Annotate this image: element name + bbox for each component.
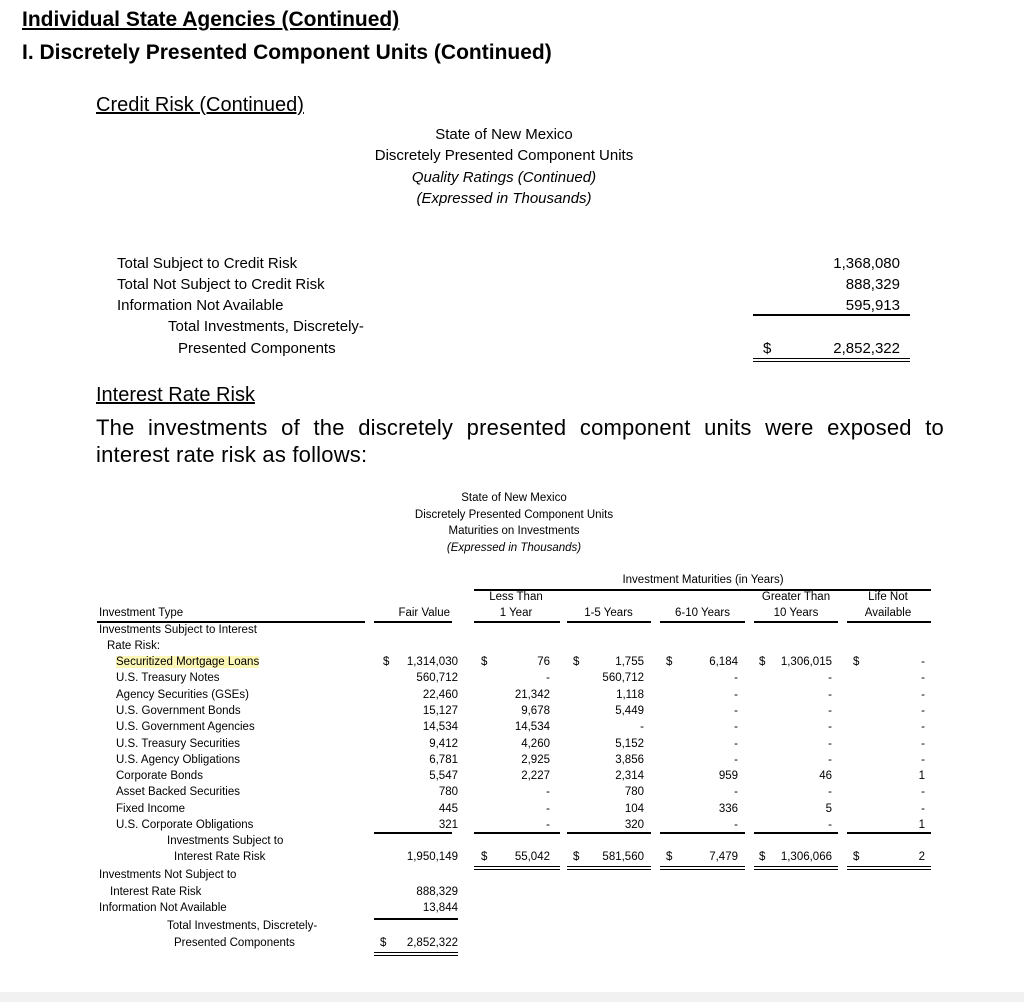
- table-cell-na: -: [921, 656, 925, 668]
- subtotal-double-rule: [474, 866, 560, 870]
- credit-row-label: Information Not Available: [117, 297, 284, 314]
- not-subject-label-2: Interest Rate Risk: [110, 886, 202, 898]
- table-cell-fair: 321: [438, 819, 458, 831]
- table-cell-6-10: 336: [718, 803, 738, 815]
- col-header-lt1: Less Than: [489, 591, 543, 603]
- table-cell-6-10: -: [734, 672, 738, 684]
- table-cell-6-10: -: [734, 819, 738, 831]
- currency-symbol: $: [759, 851, 766, 863]
- currency-symbol: $: [666, 656, 673, 668]
- group-header: Investment Maturities (in Years): [622, 574, 784, 586]
- page-title: Individual State Agencies (Continued): [22, 8, 400, 31]
- table-cell-lt1: -: [546, 672, 550, 684]
- subtotal-double-rule: [847, 866, 931, 870]
- table-cell-gt10: -: [828, 705, 832, 717]
- currency-symbol: $: [573, 851, 580, 863]
- credit-risk-heading: Credit Risk (Continued): [96, 94, 304, 116]
- credit-row-label: Total Subject to Credit Risk: [117, 255, 298, 272]
- table-cell-gt10: -: [828, 754, 832, 766]
- subtotal-na: 2: [918, 851, 925, 863]
- table-cell-fair: 22,460: [422, 689, 458, 701]
- table-cell-6-10: -: [734, 705, 738, 717]
- subtotal-rule: [754, 832, 838, 834]
- table-row-name: Securitized Mortgage Loans: [116, 656, 260, 668]
- table-cell-lt1: 4,260: [521, 738, 550, 750]
- table-cell-fair: 445: [438, 803, 458, 815]
- subtotal-rule: [374, 832, 452, 834]
- subtotal-fair: 1,950,149: [406, 851, 458, 863]
- maturity-caption-line2: Discretely Presented Component Units: [414, 509, 614, 521]
- maturity-caption-line3: Maturities on Investments: [448, 525, 580, 537]
- table-cell-fair: 15,127: [422, 705, 458, 717]
- table-cell-na: -: [921, 738, 925, 750]
- credit-total-currency: $: [763, 340, 772, 357]
- header-rule: [474, 621, 560, 623]
- table-cell-6-10: 6,184: [709, 656, 738, 668]
- col-header-gt10-b: 10 Years: [773, 607, 819, 619]
- info-na-value: 13,844: [422, 902, 458, 914]
- currency-symbol: $: [380, 937, 387, 949]
- table-cell-fair: 560,712: [416, 672, 458, 684]
- interest-paragraph-line2: interest rate risk as follows:: [96, 442, 368, 467]
- table-row-name: Corporate Bonds: [116, 770, 203, 782]
- col-header-lt1-b: 1 Year: [499, 607, 533, 619]
- subtotal-lt1: 55,042: [514, 851, 550, 863]
- table-cell-6-10: 959: [718, 770, 738, 782]
- subtotal-rule: [660, 832, 745, 834]
- table-cell-6-10: -: [734, 689, 738, 701]
- table-cell-6-10: -: [734, 738, 738, 750]
- table-row-name: U.S. Government Bonds: [116, 705, 241, 717]
- col-header-gt10: Greater Than: [761, 591, 831, 603]
- table-cell-na: -: [921, 721, 925, 733]
- table-cell-na: -: [921, 754, 925, 766]
- table-cell-1-5: 780: [624, 786, 644, 798]
- table-cell-na: -: [921, 803, 925, 815]
- table-cell-na: -: [921, 689, 925, 701]
- table-row-name: Fixed Income: [116, 803, 186, 815]
- total-label: Total Investments, Discretely-: [167, 920, 318, 932]
- interest-risk-heading: Interest Rate Risk: [96, 384, 255, 406]
- table-cell-lt1: 21,342: [514, 689, 550, 701]
- table-row-name: U.S. Treasury Notes: [116, 672, 220, 684]
- col-header-1-5: 1-5 Years: [584, 607, 633, 619]
- interest-paragraph-line1: The investments of the discretely presented component units were exposed to: [96, 415, 944, 440]
- subtotal-rule: [847, 832, 931, 834]
- credit-row-value: 1,368,080: [833, 255, 900, 272]
- table-cell-gt10: 5: [825, 803, 832, 815]
- table-cell-1-5: 2,314: [615, 770, 644, 782]
- credit-caption-line4: (Expressed in Thousands): [416, 190, 592, 207]
- table-cell-1-5: -: [640, 721, 644, 733]
- subtotal-label: Investments Subject to: [167, 835, 284, 847]
- table-cell-6-10: -: [734, 786, 738, 798]
- table-row-name: U.S. Treasury Securities: [116, 738, 240, 750]
- credit-caption-line3: Quality Ratings (Continued): [411, 169, 597, 186]
- col-header-na: Life Not: [868, 591, 908, 603]
- table-cell-fair: 5,547: [429, 770, 458, 782]
- subtotal-rule: [567, 832, 651, 834]
- currency-symbol: $: [759, 656, 766, 668]
- currency-symbol: $: [481, 851, 488, 863]
- credit-total-label: Total Investments, Discretely-: [168, 318, 364, 335]
- table-cell-gt10: -: [828, 738, 832, 750]
- table-cell-1-5: 5,449: [615, 705, 644, 717]
- currency-symbol: $: [853, 851, 860, 863]
- total-rule: [374, 918, 458, 920]
- table-cell-fair: 6,781: [429, 754, 458, 766]
- table-cell-gt10: -: [828, 689, 832, 701]
- credit-caption-line2: Discretely Presented Component Units: [374, 147, 634, 164]
- table-cell-gt10: -: [828, 672, 832, 684]
- table-cell-6-10: -: [734, 721, 738, 733]
- table-cell-1-5: 1,755: [615, 656, 644, 668]
- credit-row-label: Total Not Subject to Credit Risk: [117, 276, 325, 293]
- credit-row-value: 595,913: [845, 297, 900, 314]
- table-cell-gt10: 46: [819, 770, 832, 782]
- col-header-type: Investment Type: [99, 607, 184, 619]
- subtotal-gt10: 1,306,066: [780, 851, 832, 863]
- currency-symbol: $: [383, 656, 390, 668]
- table-cell-1-5: 104: [624, 803, 644, 815]
- total-label-2: Presented Components: [174, 937, 295, 949]
- header-rule: [847, 621, 931, 623]
- table-cell-gt10: -: [828, 786, 832, 798]
- table-cell-gt10: 1,306,015: [780, 656, 832, 668]
- subtotal-6-10: 7,479: [709, 851, 738, 863]
- table-cell-na: -: [921, 672, 925, 684]
- table-cell-lt1: 14,534: [514, 721, 550, 733]
- table-cell-6-10: -: [734, 754, 738, 766]
- section-label: Investments Subject to Interest: [99, 624, 257, 636]
- table-row-name: Agency Securities (GSEs): [116, 689, 249, 701]
- table-cell-na: 1: [918, 819, 925, 831]
- col-header-6-10: 6-10 Years: [675, 607, 730, 619]
- table-cell-fair: 14,534: [422, 721, 458, 733]
- subtotal-double-rule: [567, 866, 651, 870]
- table-cell-lt1: -: [546, 819, 550, 831]
- table-cell-fair: 9,412: [429, 738, 458, 750]
- col-header-fair: Fair Value: [398, 607, 450, 619]
- table-cell-lt1: 76: [537, 656, 550, 668]
- info-na-label: Information Not Available: [99, 902, 227, 914]
- table-cell-1-5: 3,856: [615, 754, 644, 766]
- table-cell-lt1: 2,925: [521, 754, 550, 766]
- table-cell-lt1: 2,227: [521, 770, 550, 782]
- credit-total-value: 2,852,322: [833, 340, 900, 357]
- subtotal-double-rule: [660, 866, 745, 870]
- table-cell-1-5: 5,152: [615, 738, 644, 750]
- header-rule: [97, 621, 365, 623]
- table-cell-na: 1: [918, 770, 925, 782]
- subtotal-rule: [474, 832, 560, 834]
- table-cell-gt10: -: [828, 819, 832, 831]
- total-double-rule: [374, 952, 458, 956]
- table-row-name: U.S. Corporate Obligations: [116, 819, 254, 831]
- table-cell-1-5: 320: [624, 819, 644, 831]
- table-row-name: U.S. Agency Obligations: [116, 754, 241, 766]
- currency-symbol: $: [573, 656, 580, 668]
- col-header-na-b: Available: [864, 607, 912, 619]
- currency-symbol: $: [481, 656, 488, 668]
- table-row-name: Asset Backed Securities: [116, 786, 241, 798]
- table-cell-lt1: -: [546, 786, 550, 798]
- total-value: 2,852,322: [406, 937, 458, 949]
- credit-total-label-2: Presented Components: [178, 340, 336, 357]
- page-bottom-strip: [0, 992, 1024, 1002]
- subtotal-1-5: 581,560: [602, 851, 644, 863]
- table-cell-na: -: [921, 786, 925, 798]
- subtotal-label-2: Interest Rate Risk: [174, 851, 266, 863]
- currency-symbol: $: [666, 851, 673, 863]
- table-cell-lt1: -: [546, 803, 550, 815]
- header-rule: [660, 621, 745, 623]
- page-subtitle: I. Discretely Presented Component Units (Continued): [22, 41, 552, 64]
- table-cell-gt10: -: [828, 721, 832, 733]
- table-cell-lt1: 9,678: [521, 705, 550, 717]
- table-row-name: U.S. Government Agencies: [116, 721, 255, 733]
- credit-caption-line1: State of New Mexico: [435, 126, 573, 143]
- section-label-2: Rate Risk:: [107, 640, 161, 652]
- maturity-caption-line1: State of New Mexico: [461, 492, 567, 504]
- header-rule: [567, 621, 651, 623]
- header-rule: [374, 621, 452, 623]
- subtotal-double-rule: [754, 866, 838, 870]
- currency-symbol: $: [853, 656, 860, 668]
- maturity-caption-line4: (Expressed in Thousands): [446, 542, 582, 554]
- table-cell-fair: 780: [438, 786, 458, 798]
- table-cell-fair: 1,314,030: [406, 656, 458, 668]
- table-cell-1-5: 560,712: [602, 672, 644, 684]
- table-cell-1-5: 1,118: [616, 689, 644, 701]
- table-cell-na: -: [921, 705, 925, 717]
- credit-row-value: 888,329: [845, 276, 900, 293]
- not-subject-label: Investments Not Subject to: [99, 869, 237, 881]
- not-subject-value: 888,329: [416, 886, 458, 898]
- header-rule: [754, 621, 838, 623]
